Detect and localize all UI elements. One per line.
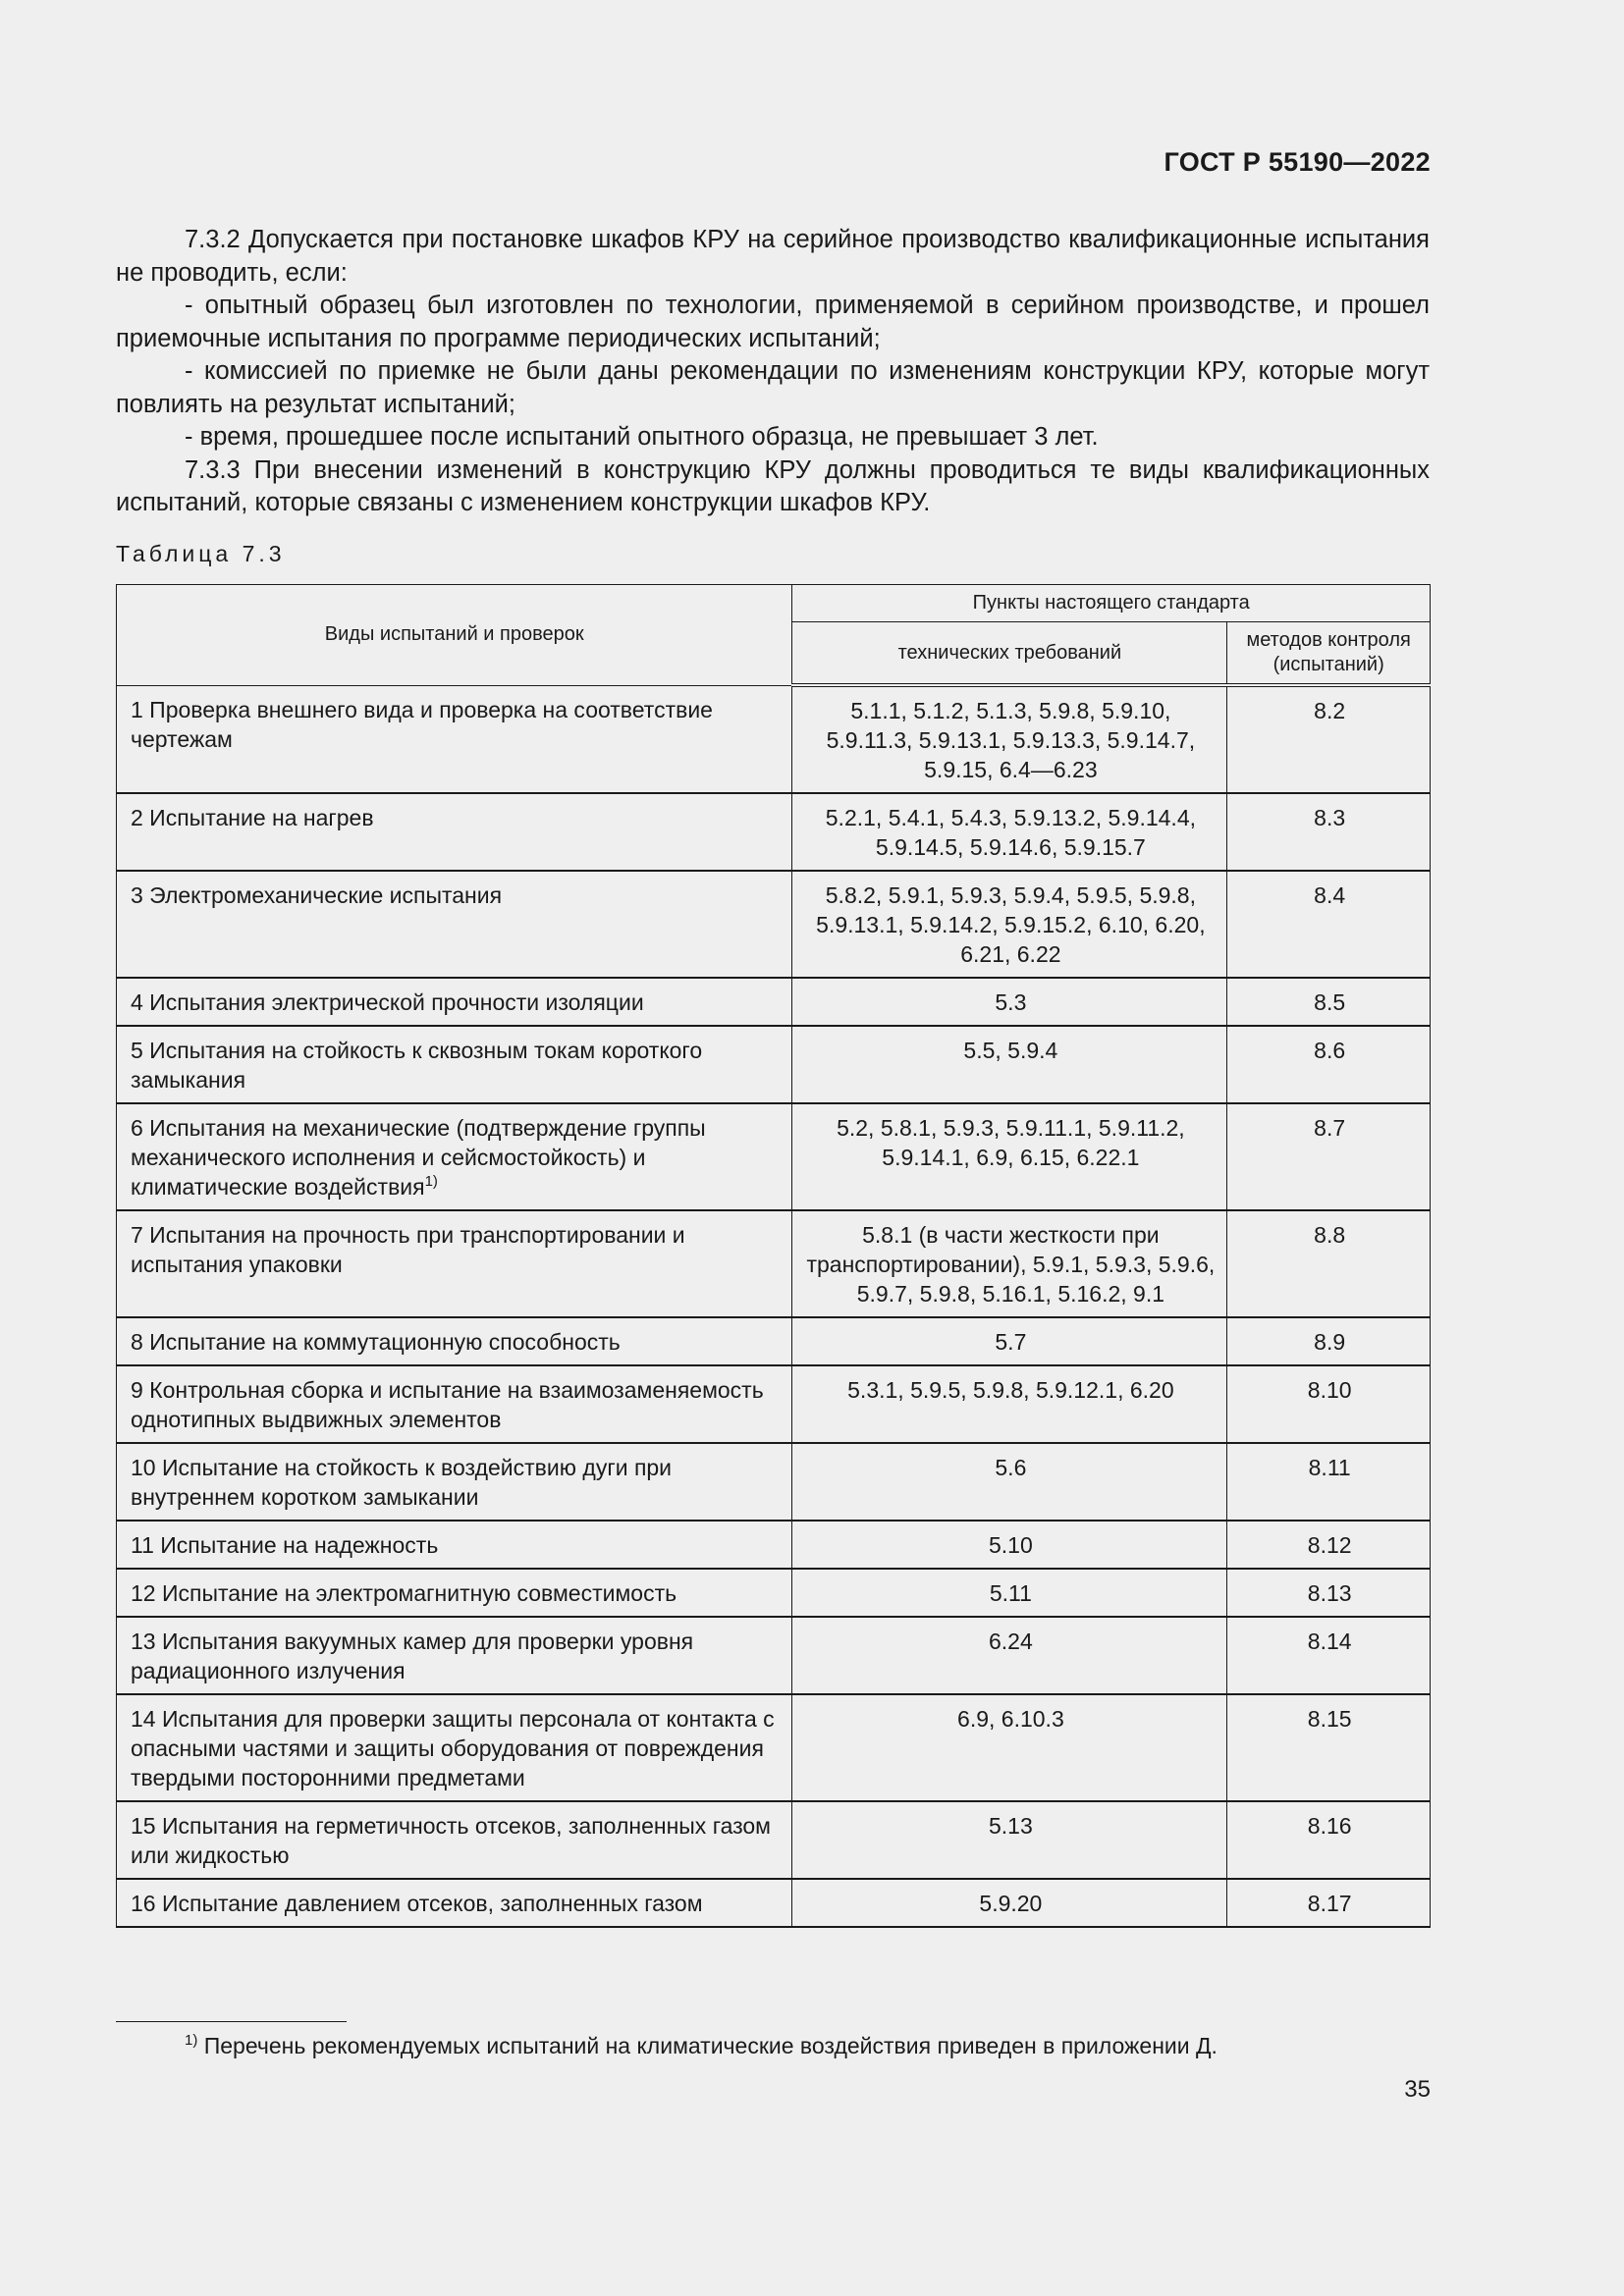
- footnote-divider: [116, 2021, 347, 2022]
- cell-tech-clauses: 6.9, 6.10.3: [792, 1694, 1227, 1801]
- cell-test-name: [117, 1521, 792, 1569]
- test-name-text: 6 Испытания на механические (подтверждение группы механического исполнения и сейсмостойкость) и климатические воздействия: [131, 1115, 706, 1200]
- test-name-text: 1 Проверка внешнего вида и проверка на соответствие чертежам: [131, 696, 713, 752]
- table-row: [117, 1210, 1431, 1317]
- test-name-text: 5 Испытания на стойкость к сквозным токам короткого замыкания: [131, 1038, 703, 1093]
- table-row: [117, 871, 1431, 978]
- cell-test-name: [117, 1617, 792, 1694]
- cell-tech-clauses: 5.10: [792, 1521, 1227, 1569]
- cell-method-clause: 8.15: [1227, 1694, 1431, 1801]
- cell-tech-clauses: 5.3.1, 5.9.5, 5.9.8, 5.9.12.1, 6.20: [792, 1365, 1227, 1443]
- cell-method-clause: 8.11: [1227, 1443, 1431, 1521]
- cell-method-clause: 8.17: [1227, 1879, 1431, 1927]
- test-name-text: 9 Контрольная сборка и испытание на взаимозаменяемость однотипных выдвижных элементов: [131, 1377, 764, 1432]
- cell-tech-clauses: 5.3: [792, 978, 1227, 1026]
- test-name-text: 14 Испытания для проверки защиты персонала от контакта с опасными частями и защиты оборудования от повреждения твердыми посторонними предметами: [131, 1706, 775, 1790]
- test-name-text: 11 Испытание на надежность: [131, 1532, 439, 1558]
- cell-method-clause: 8.13: [1227, 1569, 1431, 1617]
- test-name-text: 15 Испытания на герметичность отсеков, заполненных газом или жидкостью: [131, 1813, 771, 1868]
- paragraph-7-3-3: 7.3.3 При внесении изменений в конструкцию КРУ должны проводиться те виды квалификационных испытаний, которые связаны с изменением конструкции шкафов КРУ.: [116, 455, 1430, 516]
- cell-tech-clauses: 5.13: [792, 1801, 1227, 1879]
- header-control-methods: методов контроля (испытаний): [1227, 622, 1431, 686]
- cell-method-clause: 8.8: [1227, 1210, 1431, 1317]
- cell-test-name: [117, 1801, 792, 1879]
- cell-method-clause: 8.7: [1227, 1103, 1431, 1210]
- cell-tech-clauses: 5.2.1, 5.4.1, 5.4.3, 5.9.13.2, 5.9.14.4, 5.9.14.5, 5.9.14.6, 5.9.15.7: [792, 793, 1227, 871]
- test-name-text: 16 Испытание давлением отсеков, заполненных газом: [131, 1891, 703, 1916]
- table-row: [117, 1443, 1431, 1521]
- cell-test-name: [117, 685, 792, 793]
- cell-method-clause: 8.12: [1227, 1521, 1431, 1569]
- paragraph-7-3-2: 7.3.2 Допускается при постановке шкафов КРУ на серийное производство квалификационные испытания не проводить, если:: [116, 226, 1430, 287]
- document-id: ГОСТ Р 55190—2022: [1164, 147, 1431, 177]
- table-row: [117, 1317, 1431, 1365]
- cell-method-clause: 8.6: [1227, 1026, 1431, 1103]
- table-header-row: [117, 585, 1431, 622]
- cell-test-name: [117, 793, 792, 871]
- test-name-text: 2 Испытание на нагрев: [131, 805, 374, 830]
- list-item: - опытный образец был изготовлен по технологии, применяемой в серийном производстве, и прошел приемочные испытания по программе периодических испытаний;: [116, 292, 1430, 352]
- cell-tech-clauses: 5.8.2, 5.9.1, 5.9.3, 5.9.4, 5.9.5, 5.9.8, 5.9.13.1, 5.9.14.2, 5.9.15.2, 6.10, 6.20, 6.21, 6.22: [792, 871, 1227, 978]
- test-name-text: 8 Испытание на коммутационную способность: [131, 1329, 621, 1355]
- cell-tech-clauses: 5.1.1, 5.1.2, 5.1.3, 5.9.8, 5.9.10, 5.9.11.3, 5.9.13.1, 5.9.13.3, 5.9.14.7, 5.9.15, 6.4—6.23: [792, 685, 1227, 793]
- cell-test-name: [117, 1569, 792, 1617]
- tests-table: [116, 584, 1431, 1928]
- test-name-text: 3 Электромеханические испытания: [131, 882, 503, 908]
- cell-method-clause: 8.2: [1227, 685, 1431, 793]
- cell-tech-clauses: 5.6: [792, 1443, 1227, 1521]
- table-row: [117, 1801, 1431, 1879]
- page-number: 35: [1404, 2076, 1431, 2103]
- footnote-ref: 1): [424, 1173, 438, 1190]
- cell-test-name: [117, 978, 792, 1026]
- footnote: [185, 2033, 1218, 2059]
- cell-tech-clauses: 5.9.20: [792, 1879, 1227, 1927]
- cell-test-name: [117, 1026, 792, 1103]
- table-row: [117, 1617, 1431, 1694]
- test-name-text: 7 Испытания на прочность при транспортировании и испытания упаковки: [131, 1222, 685, 1277]
- cell-method-clause: 8.10: [1227, 1365, 1431, 1443]
- cell-test-name: [117, 1365, 792, 1443]
- cell-tech-clauses: 5.5, 5.9.4: [792, 1026, 1227, 1103]
- cell-test-name: [117, 1317, 792, 1365]
- cell-test-name: [117, 1879, 792, 1927]
- table-row: [117, 1103, 1431, 1210]
- cell-method-clause: 8.3: [1227, 793, 1431, 871]
- table-row: [117, 978, 1431, 1026]
- cell-test-name: [117, 1210, 792, 1317]
- header-test-types: Виды испытаний и проверок: [117, 585, 792, 686]
- table-row: [117, 1569, 1431, 1617]
- cell-method-clause: 8.4: [1227, 871, 1431, 978]
- table-row: [117, 1026, 1431, 1103]
- body-text: [116, 224, 1430, 520]
- cell-tech-clauses: 5.7: [792, 1317, 1227, 1365]
- header-standard-clauses: Пункты настоящего стандарта: [792, 585, 1431, 622]
- table-row: [117, 1521, 1431, 1569]
- list-item: - комиссией по приемке не были даны рекомендации по изменениям конструкции КРУ, которые могут повлиять на результат испытаний;: [116, 357, 1430, 418]
- table-caption: Таблица 7.3: [116, 541, 286, 566]
- cell-test-name: [117, 1103, 792, 1210]
- cell-method-clause: 8.9: [1227, 1317, 1431, 1365]
- cell-tech-clauses: 5.2, 5.8.1, 5.9.3, 5.9.11.1, 5.9.11.2, 5.9.14.1, 6.9, 6.15, 6.22.1: [792, 1103, 1227, 1210]
- table-row: [117, 1365, 1431, 1443]
- test-name-text: 12 Испытание на электромагнитную совместимость: [131, 1580, 677, 1606]
- cell-test-name: [117, 1694, 792, 1801]
- header-tech-requirements: технических требований: [792, 622, 1227, 686]
- cell-tech-clauses: 5.8.1 (в части жесткости при транспортировании), 5.9.1, 5.9.3, 5.9.6, 5.9.7, 5.9.8, 5.16.1, 5.16.2, 9.1: [792, 1210, 1227, 1317]
- test-name-text: 13 Испытания вакуумных камер для проверки уровня радиационного излучения: [131, 1629, 694, 1683]
- cell-test-name: [117, 1443, 792, 1521]
- table-row: [117, 1694, 1431, 1801]
- cell-test-name: [117, 871, 792, 978]
- list-item: - время, прошедшее после испытаний опытного образца, не превышает 3 лет.: [185, 423, 1099, 451]
- footnote-text: Перечень рекомендуемых испытаний на климатические воздействия приведен в приложении Д.: [203, 2033, 1218, 2058]
- cell-method-clause: 8.16: [1227, 1801, 1431, 1879]
- cell-method-clause: 8.14: [1227, 1617, 1431, 1694]
- cell-method-clause: 8.5: [1227, 978, 1431, 1026]
- table-row: [117, 1879, 1431, 1927]
- table-row: [117, 685, 1431, 793]
- cell-tech-clauses: 5.11: [792, 1569, 1227, 1617]
- test-name-text: 4 Испытания электрической прочности изоляции: [131, 989, 644, 1015]
- cell-tech-clauses: 6.24: [792, 1617, 1227, 1694]
- test-name-text: 10 Испытание на стойкость к воздействию дуги при внутреннем коротком замыкании: [131, 1455, 673, 1510]
- footnote-marker: 1): [185, 2032, 198, 2049]
- table-row: [117, 793, 1431, 871]
